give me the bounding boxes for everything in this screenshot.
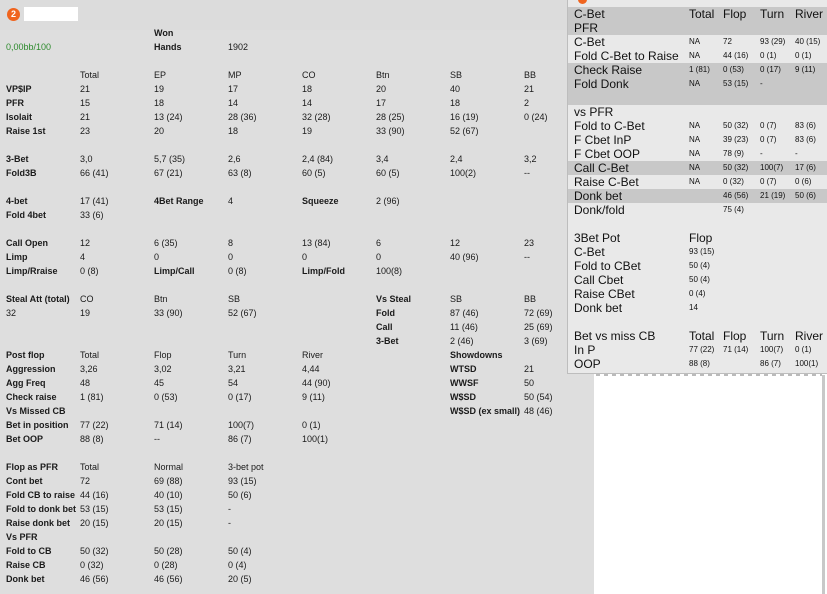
popup-row-label: Fold to CBet: [574, 259, 641, 273]
row-label: Raise 1st: [6, 126, 46, 136]
postflop-value: 44 (90): [302, 378, 331, 388]
hands-value: 1902: [228, 42, 249, 52]
popup-row: [568, 21, 827, 35]
won-label: Won: [154, 28, 174, 38]
popup-row-label: F Cbet OOP: [574, 147, 641, 161]
steal-value: 52 (67): [228, 308, 257, 318]
popup-row: [568, 91, 827, 105]
popup-value: 0 (7): [760, 177, 777, 186]
popup-header: Bet vs miss CB: [574, 329, 656, 343]
flop-pfr-value: 20 (5): [228, 574, 252, 584]
showdown-value: 50 (54): [524, 392, 553, 402]
flop-pfr-header: Normal: [154, 462, 184, 472]
stat-value: 23: [80, 126, 91, 136]
popup-row: [568, 63, 827, 77]
steal-value: 32: [6, 308, 17, 318]
stat-value: 6 (35): [154, 238, 178, 248]
vs-steal-value: 25 (69): [524, 322, 553, 332]
postflop-value: 0 (17): [228, 392, 252, 402]
flop-pfr-value: -: [228, 504, 231, 514]
popup-value: 83 (6): [795, 135, 816, 144]
steal-header: Btn: [154, 294, 168, 304]
stat-value: 28 (36): [228, 112, 257, 122]
stat-value: 100(2): [450, 168, 477, 178]
popup-value: NA: [689, 37, 701, 46]
vs-steal-row-label: Call: [376, 322, 393, 332]
popup-row-label: C-Bet: [574, 245, 605, 259]
postflop-row-label: Aggression: [6, 364, 56, 374]
postflop-value: 1 (81): [80, 392, 104, 402]
popup-row-label: Raise C-Bet: [574, 175, 639, 189]
vs-steal-value: 2 (46): [450, 336, 474, 346]
postflop-row-label: Agg Freq: [6, 378, 46, 388]
flop-pfr-value: 20 (15): [80, 518, 109, 528]
stat-value: 2,4 (84): [302, 154, 334, 164]
popup-row: [568, 343, 827, 357]
popup-row-label: Fold Donk: [574, 77, 629, 91]
flop-pfr-value: 0 (32): [80, 560, 104, 570]
stat-value: 12: [450, 238, 461, 248]
stat-value: 18: [154, 98, 165, 108]
postflop-value: 71 (14): [154, 420, 183, 430]
popup-section-label: vs PFR: [574, 105, 614, 119]
popup-header: River: [795, 329, 824, 343]
vs-steal-row-label: 3-Bet: [376, 336, 399, 346]
postflop-value: 48: [80, 378, 91, 388]
postflop-value: 0 (53): [154, 392, 178, 402]
popup-value: 0 (32): [723, 177, 744, 186]
popup-value: 50 (4): [689, 261, 710, 270]
popup-row: [568, 7, 827, 21]
stat-value: 13 (84): [302, 238, 331, 248]
postflop-value: 45: [154, 378, 165, 388]
stat-value: 13 (24): [154, 112, 183, 122]
stat-value: 18: [450, 98, 461, 108]
cbet-stats-popup: [567, 0, 827, 374]
popup-row: [568, 273, 827, 287]
stat-value: 23: [524, 238, 535, 248]
stat-value: Limp/Call: [154, 266, 195, 276]
postflop-header: Turn: [228, 350, 247, 360]
popup-value: 88 (8): [689, 359, 710, 368]
postflop-value: 100(1): [302, 434, 329, 444]
popup-value: NA: [689, 149, 701, 158]
popup-row: [568, 189, 827, 203]
popup-row: [568, 259, 827, 273]
stat-value: 0 (8): [228, 266, 247, 276]
flop-pfr-header: Total: [80, 462, 100, 472]
stat-value: 20: [154, 126, 165, 136]
popup-value: -: [760, 149, 763, 158]
stat-value: 17: [228, 84, 239, 94]
popup-row: [568, 133, 827, 147]
flop-pfr-value: 0 (28): [154, 560, 178, 570]
stat-value: 0: [154, 252, 160, 262]
popup-row-label: Fold C-Bet to Raise: [574, 49, 679, 63]
popup-row: [568, 357, 827, 371]
flop-pfr-row-label: Fold to donk bet: [6, 504, 76, 514]
popup-value: 46 (56): [723, 191, 749, 200]
stat-value: 2: [524, 98, 530, 108]
stat-value: 20: [376, 84, 387, 94]
flop-pfr-value: 50 (6): [228, 490, 252, 500]
four-bet-cell: 17 (41): [80, 196, 109, 206]
four-bet-cell: Squeeze: [302, 196, 339, 206]
four-bet-cell: Fold 4bet: [6, 210, 46, 220]
column-header: Btn: [376, 70, 390, 80]
stat-value: 17: [376, 98, 387, 108]
stat-value: --: [524, 252, 530, 262]
popup-value: 100(1): [795, 359, 819, 368]
popup-value: 44 (16): [723, 51, 749, 60]
postflop-row-label: Vs Missed CB: [6, 406, 66, 416]
stat-value: 14: [228, 98, 239, 108]
column-header: Total: [80, 70, 100, 80]
stat-value: 5,7 (35): [154, 154, 186, 164]
four-bet-cell: 4Bet Range: [154, 196, 204, 206]
postflop-value: 54: [228, 378, 239, 388]
flop-pfr-header: 3-bet pot: [228, 462, 264, 472]
popup-header: Total: [689, 329, 715, 343]
popup-row-label: In P: [574, 343, 596, 357]
divider: [596, 374, 822, 376]
popup-value: 71 (14): [723, 345, 749, 354]
flop-pfr-value: 46 (56): [80, 574, 109, 584]
popup-value: 0 (17): [760, 65, 781, 74]
popup-row: [568, 175, 827, 189]
flop-pfr-value: 20 (15): [154, 518, 183, 528]
column-header: SB: [450, 70, 463, 80]
stat-value: 0: [228, 252, 234, 262]
flop-pfr-row-label: Vs PFR: [6, 532, 38, 542]
popup-value: 39 (23): [723, 135, 749, 144]
stat-value: 21: [80, 112, 91, 122]
flop-pfr-value: 53 (15): [80, 504, 109, 514]
flop-pfr-row-label: Fold CB to raise: [6, 490, 76, 500]
flop-pfr-value: 53 (15): [154, 504, 183, 514]
stat-value: 3,2: [524, 154, 537, 164]
popup-header: C-Bet: [574, 7, 605, 21]
flop-pfr-row-label: Donk bet: [6, 574, 45, 584]
flop-pfr-value: 46 (56): [154, 574, 183, 584]
showdown-value: 50: [524, 378, 535, 388]
popup-row: [568, 231, 827, 245]
popup-row: [568, 105, 827, 119]
steal-value: 33 (90): [154, 308, 183, 318]
popup-value: NA: [689, 135, 701, 144]
postflop-value: 86 (7): [228, 434, 252, 444]
stack-value: 0,00bb/100: [6, 42, 52, 52]
steal-value: 19: [80, 308, 91, 318]
popup-value: 50 (32): [723, 121, 749, 130]
postflop-header: River: [302, 350, 324, 360]
popup-value: 0 (53): [723, 65, 744, 74]
popup-row: [568, 49, 827, 63]
stat-value: 19: [302, 126, 313, 136]
popup-value: 83 (6): [795, 121, 816, 130]
popup-value: 50 (32): [723, 163, 749, 172]
title-bar[interactable]: [0, 0, 594, 30]
postflop-value: 0 (1): [302, 420, 321, 430]
postflop-header: Post flop: [6, 350, 45, 360]
popup-header: Flop: [723, 329, 747, 343]
row-label: Call Open: [6, 238, 49, 248]
postflop-value: 88 (8): [80, 434, 104, 444]
popup-value: 86 (7): [760, 359, 781, 368]
vs-steal-header: SB: [450, 294, 463, 304]
stat-value: 15: [80, 98, 91, 108]
popup-value: -: [760, 79, 763, 88]
flop-pfr-row-label: Cont bet: [6, 476, 43, 486]
popup-header: Flop: [689, 231, 713, 245]
popup-value: 50 (6): [795, 191, 816, 200]
stat-value: --: [524, 168, 530, 178]
showdown-label: WWSF: [450, 378, 479, 388]
vs-steal-header: BB: [524, 294, 537, 304]
popup-value: -: [795, 149, 798, 158]
row-label: Fold3B: [6, 168, 37, 178]
popup-value: 93 (15): [689, 247, 715, 256]
stat-value: 0 (24): [524, 112, 548, 122]
vs-steal-value: 87 (46): [450, 308, 479, 318]
stat-value: Limp/Fold: [302, 266, 345, 276]
stat-value: 4: [80, 252, 86, 262]
popup-row: [568, 245, 827, 259]
popup-header: Total: [689, 7, 715, 21]
showdown-label: W$SD: [450, 392, 477, 402]
four-bet-cell: 33 (6): [80, 210, 104, 220]
popup-value: 0 (1): [760, 51, 777, 60]
vs-steal-label: Vs Steal: [376, 294, 412, 304]
postflop-value: 100(7): [228, 420, 255, 430]
stat-value: 52 (67): [450, 126, 479, 136]
flop-pfr-row-label: Raise donk bet: [6, 518, 71, 528]
popup-row-label: Donk bet: [574, 301, 623, 315]
row-label: 3-Bet: [6, 154, 29, 164]
player-name-box: [24, 7, 78, 21]
stat-value: 60 (5): [302, 168, 326, 178]
vs-steal-value: 72 (69): [524, 308, 553, 318]
flop-pfr-value: -: [228, 518, 231, 528]
popup-value: 0 (7): [760, 121, 777, 130]
flop-pfr-row-label: Raise CB: [6, 560, 46, 570]
popup-row: [568, 147, 827, 161]
flop-pfr-value: 69 (88): [154, 476, 183, 486]
stat-value: 16 (19): [450, 112, 479, 122]
popup-value: 100(7): [760, 163, 784, 172]
postflop-value: --: [154, 434, 160, 444]
popup-value: 9 (11): [795, 65, 816, 74]
popup-section-label: PFR: [574, 21, 598, 35]
popup-value: NA: [689, 121, 701, 130]
popup-header: 3Bet Pot: [574, 231, 621, 245]
postflop-value: 3,26: [80, 364, 98, 374]
popup-row-label: OOP: [574, 357, 601, 371]
vs-steal-row-label: Fold: [376, 308, 395, 318]
four-bet-cell: 4: [228, 196, 234, 206]
postflop-value: 77 (22): [80, 420, 109, 430]
popup-header: River: [795, 7, 824, 21]
popup-row-label: C-Bet: [574, 35, 605, 49]
popup-row-label: Fold to C-Bet: [574, 119, 645, 133]
row-label: Isolait: [6, 112, 33, 122]
popup-row: [568, 35, 827, 49]
showdown-label: W$SD (ex small): [450, 406, 521, 416]
stat-value: 12: [80, 238, 91, 248]
stat-value: 0 (8): [80, 266, 99, 276]
stat-value: 0: [302, 252, 308, 262]
stat-value: 21: [524, 84, 535, 94]
stat-value: 28 (25): [376, 112, 405, 122]
popup-value: 14: [689, 303, 698, 312]
stat-value: 63 (8): [228, 168, 252, 178]
flop-pfr-value: 44 (16): [80, 490, 109, 500]
stat-value: 33 (90): [376, 126, 405, 136]
stat-value: 3,0: [80, 154, 93, 164]
popup-value: 17 (6): [795, 163, 816, 172]
stat-value: 6: [376, 238, 382, 248]
popup-value: 50 (4): [689, 275, 710, 284]
column-header: CO: [302, 70, 316, 80]
row-label: PFR: [6, 98, 24, 108]
postflop-value: 9 (11): [302, 392, 325, 402]
postflop-header: Flop: [154, 350, 172, 360]
stat-value: 0: [376, 252, 382, 262]
row-label: Limp: [6, 252, 28, 262]
popup-value: 53 (15): [723, 79, 749, 88]
column-header: BB: [524, 70, 537, 80]
row-label: Limp/Rraise: [6, 266, 58, 276]
stat-value: 21: [80, 84, 91, 94]
four-bet-cell: 4-bet: [6, 196, 28, 206]
popup-value: 77 (22): [689, 345, 715, 354]
flop-pfr-value: 72: [80, 476, 91, 486]
stat-value: 8: [228, 238, 234, 248]
steal-header: Steal Att (total): [6, 294, 70, 304]
popup-row: [568, 329, 827, 343]
popup-row: [568, 161, 827, 175]
popup-value: 0 (4): [689, 289, 706, 298]
four-bet-cell: 2 (96): [376, 196, 400, 206]
app-logo-icon: 2: [7, 8, 20, 21]
popup-row: [568, 119, 827, 133]
stat-value: 3,4: [376, 154, 389, 164]
stat-value: 100(8): [376, 266, 403, 276]
popup-row: [568, 203, 827, 217]
flop-pfr-value: 40 (10): [154, 490, 183, 500]
stat-value: 60 (5): [376, 168, 400, 178]
stat-value: 19: [154, 84, 165, 94]
flop-pfr-value: 93 (15): [228, 476, 257, 486]
popup-value: 100(7): [760, 345, 784, 354]
popup-value: 0 (1): [795, 51, 812, 60]
column-header: MP: [228, 70, 242, 80]
flop-pfr-value: 50 (28): [154, 546, 183, 556]
showdown-value: 48 (46): [524, 406, 553, 416]
stat-value: 2,4: [450, 154, 463, 164]
flop-pfr-value: 50 (4): [228, 546, 252, 556]
popup-row-label: Call C-Bet: [574, 161, 629, 175]
postflop-header: Total: [80, 350, 100, 360]
row-label: VP$IP: [6, 84, 32, 94]
flop-pfr-value: 0 (4): [228, 560, 247, 570]
flop-pfr-header: Flop as PFR: [6, 462, 59, 472]
postflop-row-label: Check raise: [6, 392, 57, 402]
popup-value: NA: [689, 163, 701, 172]
stat-value: 66 (41): [80, 168, 109, 178]
showdown-value: 21: [524, 364, 535, 374]
popup-value: 21 (19): [760, 191, 786, 200]
popup-row-label: Donk bet: [574, 189, 623, 203]
postflop-row-label: Bet in position: [6, 420, 69, 430]
popup-value: 93 (29): [760, 37, 786, 46]
popup-row-label: Raise CBet: [574, 287, 635, 301]
popup-row: [568, 287, 827, 301]
stat-value: 67 (21): [154, 168, 183, 178]
postflop-row-label: Bet OOP: [6, 434, 44, 444]
popup-row-label: Call Cbet: [574, 273, 624, 287]
popup-value: NA: [689, 177, 701, 186]
postflop-value: 3,02: [154, 364, 172, 374]
steal-header: CO: [80, 294, 94, 304]
popup-row-label: F Cbet InP: [574, 133, 632, 147]
hands-label: Hands: [154, 42, 182, 52]
popup-header: Turn: [760, 7, 785, 21]
stat-value: 32 (28): [302, 112, 331, 122]
vs-steal-value: 3 (69): [524, 336, 548, 346]
popup-value: 1 (81): [689, 65, 710, 74]
column-header: EP: [154, 70, 167, 80]
stat-value: 40 (96): [450, 252, 479, 262]
popup-header: Flop: [723, 7, 747, 21]
flop-pfr-value: 50 (32): [80, 546, 109, 556]
flop-pfr-row-label: Fold to CB: [6, 546, 52, 556]
popup-value: 72: [723, 37, 732, 46]
popup-value: 75 (4): [723, 205, 744, 214]
popup-value: NA: [689, 51, 701, 60]
steal-header: SB: [228, 294, 241, 304]
stat-value: 18: [302, 84, 313, 94]
showdowns-title: Showdowns: [450, 350, 503, 360]
popup-row: [568, 77, 827, 91]
stat-value: 14: [302, 98, 313, 108]
popup-value: 0 (1): [795, 345, 812, 354]
postflop-value: 4,44: [302, 364, 320, 374]
stat-value: 18: [228, 126, 239, 136]
popup-row-label: Check Raise: [574, 63, 643, 77]
popup-value: 78 (9): [723, 149, 744, 158]
popup-value: 0 (7): [760, 135, 777, 144]
stat-value: 2,6: [228, 154, 241, 164]
stat-value: 40: [450, 84, 461, 94]
popup-value: NA: [689, 79, 701, 88]
popup-row-label: Donk/fold: [574, 203, 625, 217]
scrollbar[interactable]: [822, 375, 825, 594]
popup-header: Turn: [760, 329, 785, 343]
popup-row: [568, 301, 827, 315]
vs-steal-value: 11 (46): [450, 322, 478, 332]
popup-value: 40 (15): [795, 37, 821, 46]
popup-value: 0 (6): [795, 177, 812, 186]
showdown-label: WTSD: [450, 364, 477, 374]
postflop-value: 3,21: [228, 364, 246, 374]
